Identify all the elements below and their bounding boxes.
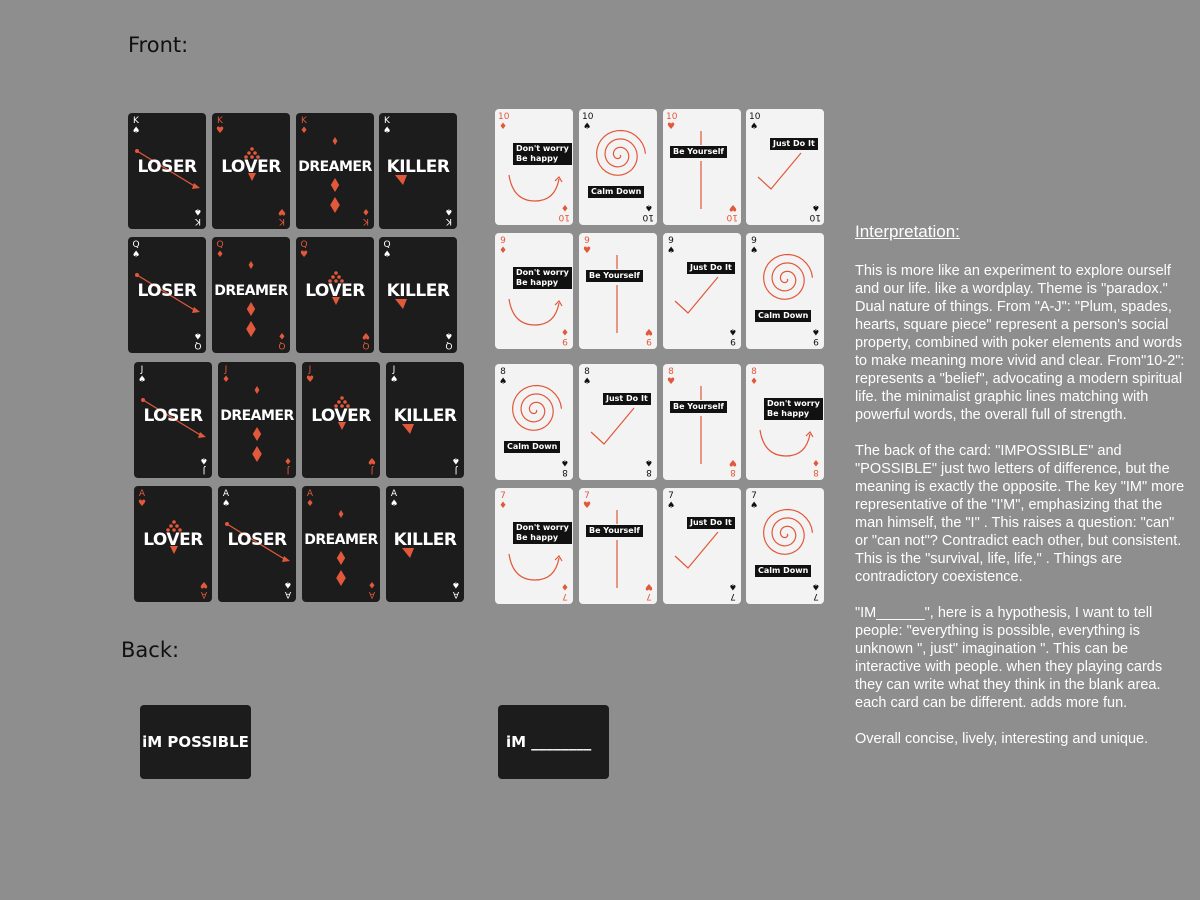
face-card-killer[interactable] [386,362,464,478]
card-index-br [560,581,570,601]
number-card-line[interactable] [663,364,741,480]
card-index-br [811,326,821,346]
card-index-tl [382,116,392,136]
card-index-br [811,202,821,222]
card-index-tl [305,489,315,509]
card-index-br [811,457,821,477]
card-rank: A [452,589,460,599]
card-suit-icon: ♠ [131,250,141,260]
card-word: KILLER [386,157,450,177]
card-index-tl [749,236,759,256]
card-index-tl [582,367,592,387]
card-suit-icon: ♠ [644,202,654,212]
card-index-tl [749,112,759,132]
card-index-br [367,579,377,599]
card-rank: 9 [813,336,819,346]
card-index-br [451,455,461,475]
card-caption: Just Do It [687,517,735,529]
card-rank: K [363,216,369,226]
card-suit-icon: ♦ [498,246,508,256]
card-rank: 7 [500,491,506,501]
card-suit-icon: ♦ [361,206,371,216]
card-index-tl [389,489,399,509]
card-back-text: iM ________ [506,733,592,751]
number-card-smile[interactable] [495,109,573,225]
card-suit-icon: ♦ [277,330,287,340]
card-suit-icon: ♠ [131,126,141,136]
card-rank: K [195,216,201,226]
card-rank: 9 [500,236,506,246]
card-caption: Calm Down [504,441,560,453]
card-index-br [560,326,570,346]
card-index-br [560,457,570,477]
card-suit-icon: ♠ [444,206,454,216]
card-rank: J [392,365,396,375]
card-rank: 7 [813,591,819,601]
card-rank: A [222,489,230,499]
card-index-tl [582,491,592,511]
card-index-tl [215,116,225,136]
card-index-br [193,206,203,226]
card-back-blank[interactable] [498,705,609,779]
card-rank: K [133,116,139,126]
card-rank: K [384,116,390,126]
card-rank: J [308,365,312,375]
card-suit-icon: ♠ [498,377,508,387]
back-heading: Back: [121,638,180,662]
number-card-smile[interactable] [495,488,573,604]
card-index-tl [666,112,676,132]
card-suit-icon: ♥ [644,581,654,591]
card-word: LOSER [137,157,197,177]
card-suit-icon: ♥ [666,122,676,132]
card-suit-icon: ♠ [221,499,231,509]
card-suit-icon: ♥ [215,126,225,136]
card-rank: A [284,589,292,599]
card-word: LOVER [311,406,371,426]
card-suit-icon: ♠ [193,206,203,216]
card-word: LOVER [305,281,365,301]
card-caption: Be Yourself [670,146,727,158]
card-suit-icon: ♥ [666,377,676,387]
card-suit-icon: ♦ [560,581,570,591]
card-suit-icon: ♥ [728,457,738,467]
card-rank: 10 [749,112,761,122]
card-suit-icon: ♦ [305,499,315,509]
card-rank: 9 [646,336,652,346]
card-suit-icon: ♠ [811,581,821,591]
card-rank: 9 [751,236,757,246]
face-card-dreamer[interactable] [218,362,296,478]
card-index-br [199,579,209,599]
card-rank: K [446,216,452,226]
card-caption: Calm Down [755,310,811,322]
card-rank: 10 [558,212,570,222]
number-card-check[interactable] [746,109,824,225]
card-rank: 10 [642,212,654,222]
card-index-br [367,455,377,475]
card-index-tl [221,489,231,509]
card-caption: Just Do It [687,262,735,274]
number-card-spiral[interactable] [495,364,573,480]
card-suit-icon: ♠ [749,501,759,511]
card-rank: A [368,589,376,599]
number-card-spiral[interactable] [746,233,824,349]
card-rank: Q [445,340,453,350]
front-heading: Front: [128,33,189,57]
number-card-check[interactable] [663,488,741,604]
card-rank: J [370,465,374,475]
card-suit-icon: ♦ [299,126,309,136]
card-rank: 10 [726,212,738,222]
card-suit-icon: ♥ [644,326,654,336]
card-index-br [283,455,293,475]
card-rank: 7 [562,591,568,601]
card-index-br [644,581,654,601]
card-rank: 8 [562,467,568,477]
card-suit-icon: ♦ [498,122,508,132]
card-rank: A [200,589,208,599]
card-index-tl [582,236,592,256]
card-suit-icon: ♥ [728,202,738,212]
card-index-tl [221,365,231,385]
card-index-br [444,330,454,350]
card-index-tl [666,367,676,387]
card-index-tl [498,112,508,132]
card-suit-icon: ♠ [644,457,654,467]
card-caption: Just Do It [770,138,818,150]
card-rank: 7 [584,491,590,501]
card-index-br [277,206,287,226]
card-suit-icon: ♥ [277,206,287,216]
card-caption: Calm Down [755,565,811,577]
card-index-tl [215,240,225,260]
card-suit-icon: ♦ [749,377,759,387]
card-rank: 8 [751,367,757,377]
interpretation-paragraph: The back of the card: "IMPOSSIBLE" and "POSSIBLE" just two letters of difference, but the meaning is exactly the opposite. The key "IM" more representative of the "I'M", emphasizing that the man himself, the "I" . This raises a question: "can" or "can not"? Contradict each other, but consistent. This is the "survival, life, life," . Things are contradictory coexistence. [855,443,1185,585]
number-card-smile[interactable] [746,364,824,480]
card-suit-icon: ♠ [444,330,454,340]
card-index-tl [131,240,141,260]
card-suit-icon: ♠ [749,122,759,132]
card-index-br [728,202,738,222]
card-word: KILLER [393,530,457,550]
card-suit-icon: ♥ [299,250,309,260]
card-rank: 7 [730,591,736,601]
card-suit-icon: ♠ [283,579,293,589]
card-suit-icon: ♠ [199,455,209,465]
card-index-br [283,579,293,599]
card-suit-icon: ♠ [193,330,203,340]
card-index-br [728,581,738,601]
card-index-br [560,202,570,222]
card-rank: Q [216,240,224,250]
face-card-dreamer[interactable] [296,113,374,229]
card-rank: Q [362,340,370,350]
card-rank: 10 [582,112,594,122]
face-card-killer[interactable] [386,486,464,602]
card-rank: 10 [666,112,678,122]
card-index-br [193,330,203,350]
card-word: LOVER [221,157,281,177]
card-rank: J [454,465,458,475]
card-suit-icon: ♠ [811,202,821,212]
card-index-br [644,457,654,477]
card-index-tl [666,491,676,511]
face-card-loser[interactable] [134,362,212,478]
card-rank: Q [194,340,202,350]
card-index-tl [389,365,399,385]
card-index-br [728,326,738,346]
number-card-spiral[interactable] [579,109,657,225]
card-index-tl [749,491,759,511]
card-index-br [728,457,738,477]
interpretation-body [855,262,1185,766]
card-index-br [451,579,461,599]
card-word: DREAMER [298,159,372,175]
card-index-br [277,330,287,350]
card-word: DREAMER [304,532,378,548]
card-rank: K [217,116,223,126]
number-card-spiral[interactable] [746,488,824,604]
card-rank: J [286,465,290,475]
card-word: LOSER [137,281,197,301]
card-word: LOSER [143,406,203,426]
card-index-br [444,206,454,226]
card-caption: Don't worry Be happy [513,522,572,544]
card-suit-icon: ♠ [666,246,676,256]
face-card-lover[interactable] [302,362,380,478]
card-caption: Be Yourself [586,525,643,537]
card-suit-icon: ♥ [582,501,592,511]
number-card-check[interactable] [663,233,741,349]
face-card-loser[interactable] [218,486,296,602]
card-index-tl [498,236,508,256]
face-card-killer[interactable] [379,113,457,229]
card-index-tl [137,365,147,385]
card-rank: Q [383,240,391,250]
card-rank: 8 [813,467,819,477]
card-suit-icon: ♠ [560,457,570,467]
card-suit-icon: ♠ [728,581,738,591]
face-card-loser[interactable] [128,237,206,353]
face-card-lover[interactable] [134,486,212,602]
card-index-br [811,581,821,601]
card-word: KILLER [386,281,450,301]
card-caption: Calm Down [588,186,644,198]
card-index-br [361,330,371,350]
card-rank: 10 [498,112,510,122]
card-rank: 9 [730,336,736,346]
number-card-smile[interactable] [495,233,573,349]
card-rank: Q [132,240,140,250]
face-card-dreamer[interactable] [212,237,290,353]
card-index-tl [305,365,315,385]
card-rank: K [301,116,307,126]
card-index-tl [131,116,141,136]
card-rank: 8 [500,367,506,377]
card-suit-icon: ♠ [382,126,392,136]
card-suit-icon: ♦ [367,579,377,589]
card-word: DREAMER [214,283,288,299]
card-suit-icon: ♠ [666,501,676,511]
card-index-br [644,202,654,222]
interpretation-paragraph: "IM______", here is a hypothesis, I want to tell people: "everything is possible, everything is unknown ", just" imagination ". This can be interactive with people. when they playing cards they can write what they think in the blank area. each card can be different. adds more fun. [855,605,1163,711]
card-rank: 8 [668,367,674,377]
card-rank: 9 [668,236,674,246]
card-index-tl [137,489,147,509]
card-suit-icon: ♦ [560,326,570,336]
card-index-tl [299,116,309,136]
card-index-tl [382,240,392,260]
card-index-tl [498,491,508,511]
card-index-tl [666,236,676,256]
number-card-line[interactable] [579,488,657,604]
card-suit-icon: ♠ [728,326,738,336]
card-suit-icon: ♥ [137,499,147,509]
card-suit-icon: ♦ [498,501,508,511]
number-card-check[interactable] [579,364,657,480]
card-word: LOVER [143,530,203,550]
card-rank: 8 [646,467,652,477]
card-suit-icon: ♦ [283,455,293,465]
interpretation-paragraph: Overall concise, lively, interesting and unique. [855,731,1149,747]
card-caption: Just Do It [603,393,651,405]
card-suit-icon: ♥ [361,330,371,340]
card-index-br [199,455,209,475]
face-card-dreamer[interactable] [302,486,380,602]
card-index-br [644,326,654,346]
card-suit-icon: ♥ [582,246,592,256]
card-rank: 9 [562,336,568,346]
card-caption: Don't worry Be happy [764,398,823,420]
card-index-tl [498,367,508,387]
card-suit-icon: ♠ [389,375,399,385]
face-card-killer[interactable] [379,237,457,353]
card-rank: J [202,465,206,475]
card-rank: 8 [730,467,736,477]
card-rank: A [390,489,398,499]
card-suit-icon: ♠ [389,499,399,509]
card-index-tl [582,112,592,132]
card-suit-icon: ♠ [582,122,592,132]
face-card-lover[interactable] [296,237,374,353]
card-rank: Q [278,340,286,350]
card-index-tl [299,240,309,260]
card-caption: Don't worry Be happy [513,143,572,165]
card-rank: Q [300,240,308,250]
card-back-text: iM POSSIBLE [142,733,249,751]
card-suit-icon: ♦ [215,250,225,260]
card-suit-icon: ♥ [199,579,209,589]
interpretation-paragraph: This is more like an experiment to explore ourself and our life. like a wordplay. Theme is "paradox." Dual nature of things. From "A-J": "Plum, spades, hearts, square piece" represent a person's social property, combined with poker elements and words to make meaning more vivid and clear. From"10-2": represents a "belief", advocating a modern spiritual life. the minimalist graphic lines matching with powerful words, the overall full of strength. [855,263,1185,423]
number-card-line[interactable] [663,109,741,225]
card-rank: 7 [646,591,652,601]
card-suit-icon: ♦ [811,457,821,467]
card-caption: Be Yourself [586,270,643,282]
card-rank: 9 [584,236,590,246]
card-suit-icon: ♦ [221,375,231,385]
card-word: KILLER [393,406,457,426]
card-suit-icon: ♥ [305,375,315,385]
card-rank: J [140,365,144,375]
card-word: DREAMER [220,408,294,424]
card-suit-icon: ♠ [137,375,147,385]
card-suit-icon: ♠ [451,455,461,465]
card-suit-icon: ♠ [451,579,461,589]
card-rank: 8 [584,367,590,377]
interpretation-title: Interpretation: [855,222,960,241]
card-suit-icon: ♠ [811,326,821,336]
card-caption: Be Yourself [670,401,727,413]
card-caption: Don't worry Be happy [513,267,572,289]
face-card-loser[interactable] [128,113,206,229]
card-suit-icon: ♠ [582,377,592,387]
card-rank: J [224,365,228,375]
card-back-impossible[interactable] [140,705,251,779]
card-rank: 7 [668,491,674,501]
card-suit-icon: ♥ [367,455,377,465]
number-card-line[interactable] [579,233,657,349]
card-suit-icon: ♠ [382,250,392,260]
card-rank: 7 [751,491,757,501]
card-rank: A [306,489,314,499]
card-index-br [361,206,371,226]
card-rank: A [138,489,146,499]
card-index-tl [749,367,759,387]
card-rank: K [279,216,285,226]
card-suit-icon: ♠ [749,246,759,256]
face-card-lover[interactable] [212,113,290,229]
card-word: LOSER [227,530,287,550]
card-suit-icon: ♦ [560,202,570,212]
card-rank: 10 [809,212,821,222]
